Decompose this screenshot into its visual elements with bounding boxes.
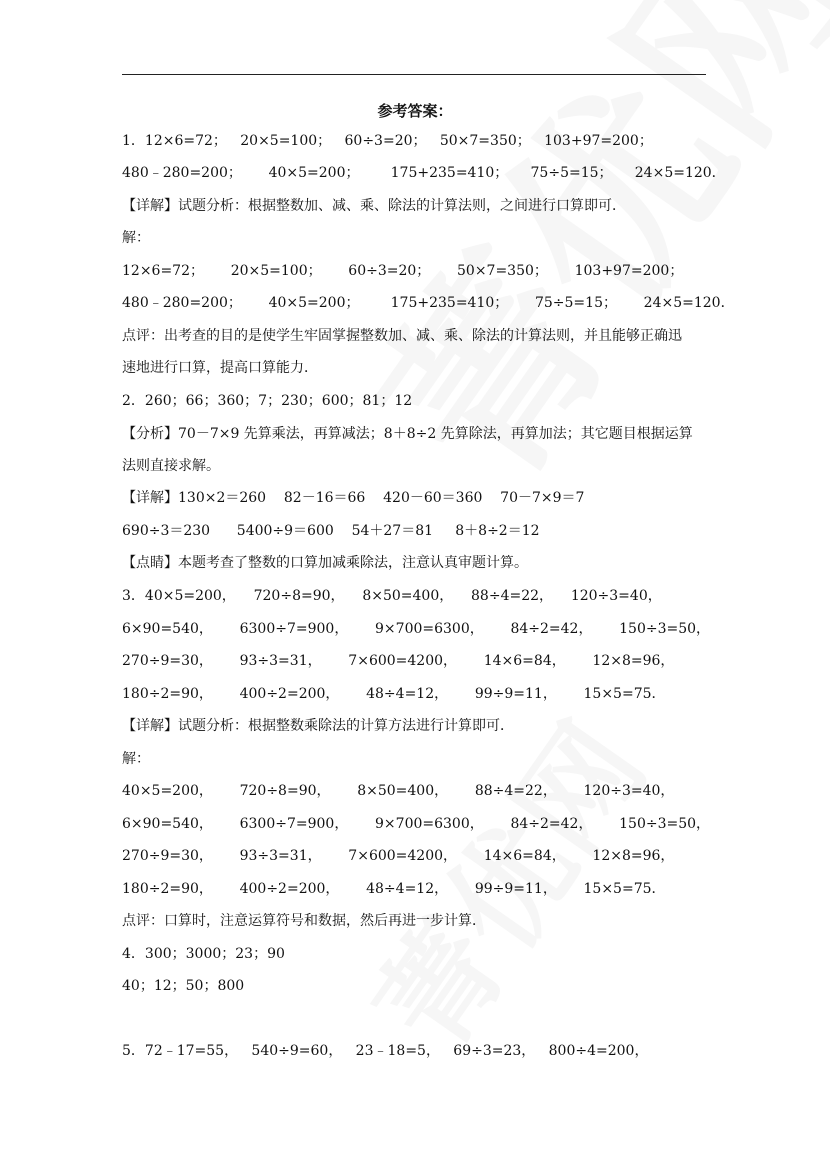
answer-line: 【点睛】本题考查了整数的口算加减乘除法，注意认真审题计算。	[122, 555, 528, 571]
answer-line: 180÷2=90， 400÷2=200， 48÷4=12， 99÷9=11， 15×5=75．	[122, 686, 666, 702]
answer-line: 点评：出考查的目的是使学生牢固掌握整数加、减、乘、除法的计算法则，并且能够正确迅	[122, 328, 682, 344]
answer-line: 4．300；3000；23；90	[122, 946, 285, 962]
answer-line: 法则直接求解。	[122, 458, 220, 474]
answer-line: 速地进行口算，提高口算能力．	[122, 360, 318, 376]
header-rule	[122, 74, 706, 75]
answer-line: 690÷3＝230 5400÷9＝600 54＋27＝81 8＋8÷2＝12	[122, 523, 540, 539]
answer-line: 40×5=200， 720÷8=90， 8×50=400， 88÷4=22， 120÷3=40，	[122, 783, 675, 799]
answer-line: 【详解】130×2＝260 82－16＝66 420－60＝360 70－7×9＝7	[122, 490, 585, 506]
answer-line: 【详解】试题分析：根据整数乘除法的计算方法进行计算即可．	[122, 718, 514, 734]
answer-line: 40；12；50；800	[122, 978, 245, 994]
answer-line: 180÷2=90， 400÷2=200， 48÷4=12， 99÷9=11， 15×5=75．	[122, 881, 666, 897]
answer-line: 480﹣280=200； 40×5=200； 175+235=410； 75÷5=15； 24×5=120．	[122, 165, 726, 181]
answer-line: 270÷9=30， 93÷3=31， 7×600=4200， 14×6=84， 12×8=96，	[122, 848, 675, 864]
answer-line: 1．12×6=72； 20×5=100； 60÷3=20； 50×7=350； 103+97=200；	[122, 133, 653, 149]
answer-line: 【详解】试题分析：根据整数加、减、乘、除法的计算法则，之间进行口算即可．	[122, 198, 626, 214]
answer-line: 解：	[122, 751, 150, 767]
answer-line: 3．40×5=200， 720÷8=90， 8×50=400， 88÷4=22， 120÷3=40，	[122, 588, 662, 604]
answer-line: 6×90=540， 6300÷7=900， 9×700=6300， 84÷2=42， 150÷3=50，	[122, 621, 711, 637]
answer-line: 2．260；66；360；7；230；600；81；12	[122, 393, 413, 409]
answer-line: 点评：口算时，注意运算符号和数据，然后再进一步计算．	[122, 913, 486, 929]
answer-line: 12×6=72； 20×5=100； 60÷3=20； 50×7=350； 103+97=200；	[122, 263, 684, 279]
answer-line: 270÷9=30， 93÷3=31， 7×600=4200， 14×6=84， 12×8=96，	[122, 653, 675, 669]
answer-line: 5．72﹣17=55， 540÷9=60， 23﹣18=5， 69÷3=23， 800÷4=200，	[122, 1043, 649, 1059]
page-title: 参考答案：	[377, 102, 453, 120]
answer-line: 6×90=540， 6300÷7=900， 9×700=6300， 84÷2=42， 150÷3=50，	[122, 816, 711, 832]
answer-line: 解：	[122, 230, 150, 246]
answer-line: 【分析】70－7×9 先算乘法，再算减法；8＋8÷2 先算除法，再算加法；其它题目根据运算	[122, 426, 693, 442]
answer-line: 480﹣280=200； 40×5=200； 175+235=410； 75÷5=15； 24×5=120．	[122, 295, 735, 311]
